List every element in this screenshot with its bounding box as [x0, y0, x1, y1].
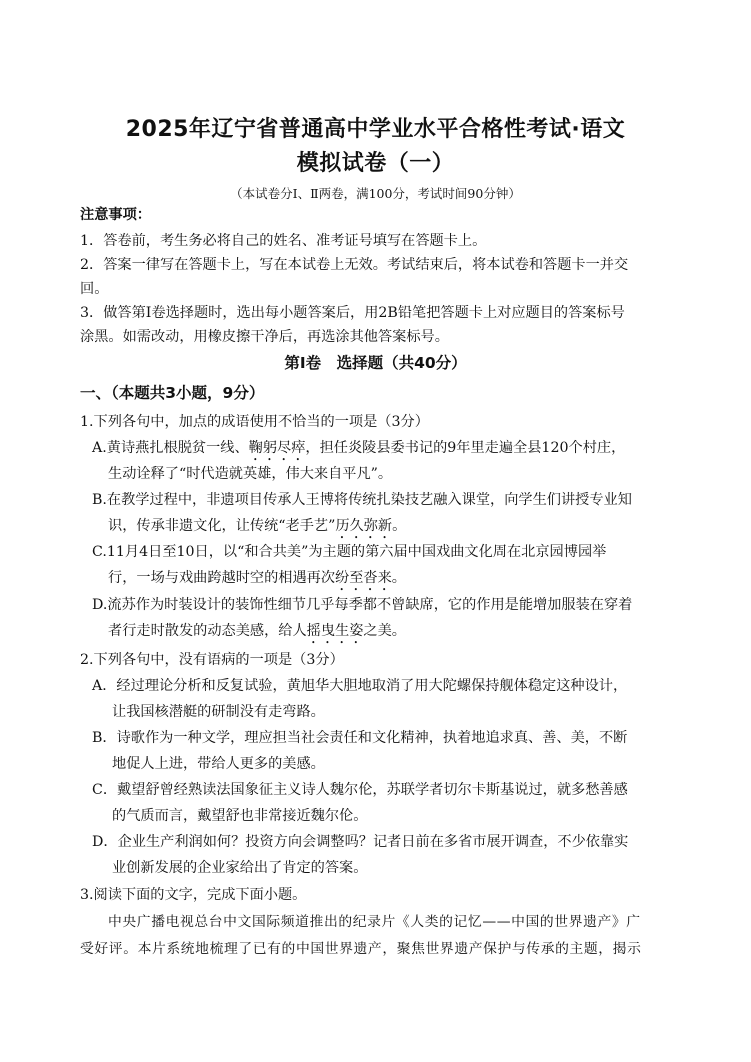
q1-option-d: D.流苏作为时装设计的装饰性细节几乎每季都不曾缺席，它的作用是能增加服装在穿着: [92, 597, 633, 613]
part1-heading: 第Ⅰ卷 选择题（共40分）: [284, 354, 467, 372]
notice-heading: 注意事项：: [80, 207, 151, 223]
q3-stem: 3.阅读下面的文字，完成下面小题。: [80, 887, 307, 903]
q2-option-a: A．经过理论分析和反复试验，黄旭华大胆地取消了用大陀螺保持舰体稳定这种设计，: [92, 678, 628, 694]
q2-stem: 2.下列各句中，没有语病的一项是（3分）: [80, 652, 344, 668]
notice-item-3-cont: 涂黑。如需改动，用橡皮擦干净后，再选涂其他答案标号。: [80, 329, 449, 345]
q3-passage-line-2: 受好评。本片系统地梳理了已有的中国世界遗产，聚焦世界遗产保护与传承的主题，揭示: [80, 941, 642, 957]
q2-option-c-cont: 的气质而言，戴望舒也非常接近魏尔伦。: [112, 808, 368, 824]
notice-item-2-cont: 回。: [80, 281, 109, 297]
q1-option-b: B.在教学过程中，非遗项目传承人王博将传统扎染技艺融入课堂，向学生们讲授专业知: [92, 492, 632, 508]
q1-b-text-after: 。: [392, 518, 407, 534]
q2-option-d: D．企业生产利润如何？投资方向会调整吗？记者日前在多省市展开调查，不少依靠实: [92, 834, 629, 850]
q1-a-text-after: ，担任炎陵县委书记的9年里走遍全县120个村庄，: [305, 440, 626, 456]
exam-subtitle-title: 模拟试卷（一）: [296, 151, 455, 176]
q1-b-text: 识，传承非遗文化，让传统“老手艺”: [108, 518, 336, 534]
q2-option-c: C．戴望舒曾经熟读法国象征主义诗人魏尔伦，苏联学者切尔卡斯基说过，就多愁善感: [92, 782, 628, 798]
q1-option-a: [92, 439, 625, 464]
q1-a-idiom: 鞠躬尽瘁: [248, 440, 306, 456]
q2-option-a-cont: 让我国核潜艇的研制没有走弯路。: [112, 704, 325, 720]
notice-item-1: 1．答卷前，考生务必将自己的姓名、准考证号填写在答题卡上。: [80, 233, 487, 249]
exam-info: （本试卷分Ⅰ、Ⅱ两卷，满100分，考试时间90分钟）: [230, 186, 521, 201]
notice-item-2: 2．答案一律写在答题卡上，写在本试卷上无效。考试结束后，将本试卷和答题卡一并交: [80, 257, 629, 273]
q1-c-text: 行，一场与戏曲跨越时空的相遇再次: [108, 570, 336, 586]
q2-option-b: B．诗歌作为一种文学，理应担当社会责任和文化精神，执着地追求真、善、美，不断: [92, 730, 628, 746]
q1-d-text: 者行走时散发的动态美感，给人: [108, 623, 307, 639]
q2-option-d-cont: 业创新发展的企业家给出了肯定的答案。: [112, 860, 368, 876]
section-heading: 一、（本题共3小题，9分）: [80, 384, 265, 402]
q1-d-text-after: 之美。: [363, 623, 406, 639]
notice-item-3: 3．做答第Ⅰ卷选择题时，选出每小题答案后，用2B铅笔把答题卡上对应题目的答案标号: [80, 305, 625, 321]
q1-b-idiom: 历久弥新: [335, 518, 393, 534]
q1-option-c-cont: [108, 569, 406, 594]
q1-c-idiom: 纷至沓来: [335, 570, 392, 586]
q1-stem: 1.下列各句中，加点的成语使用不恰当的一项是（3分）: [80, 414, 429, 430]
q1-a-text: A.黄诗燕扎根脱贫一线、: [92, 440, 249, 456]
q1-option-c: C.11月4日至10日，以“和合共美”为主题的第六届中国戏曲文化周在北京园博园举: [92, 544, 607, 560]
q1-option-d-cont: [108, 622, 406, 647]
q1-option-a-cont: 生动诠释了“时代造就英雄，伟大来自平凡”。: [108, 466, 393, 482]
q1-c-text-after: 。: [391, 570, 406, 586]
q1-d-idiom: 摇曳生姿: [306, 623, 364, 639]
q2-option-b-cont: 地促人上进，带给人更多的美感。: [112, 756, 325, 772]
q3-passage-line-1: 中央广播电视总台中文国际频道推出的纪录片《人类的记忆——中国的世界遗产》广: [108, 914, 641, 930]
exam-title: 2025年辽宁省普通高中学业水平合格性考试·语文: [125, 117, 626, 142]
q1-option-b-cont: [108, 517, 406, 542]
